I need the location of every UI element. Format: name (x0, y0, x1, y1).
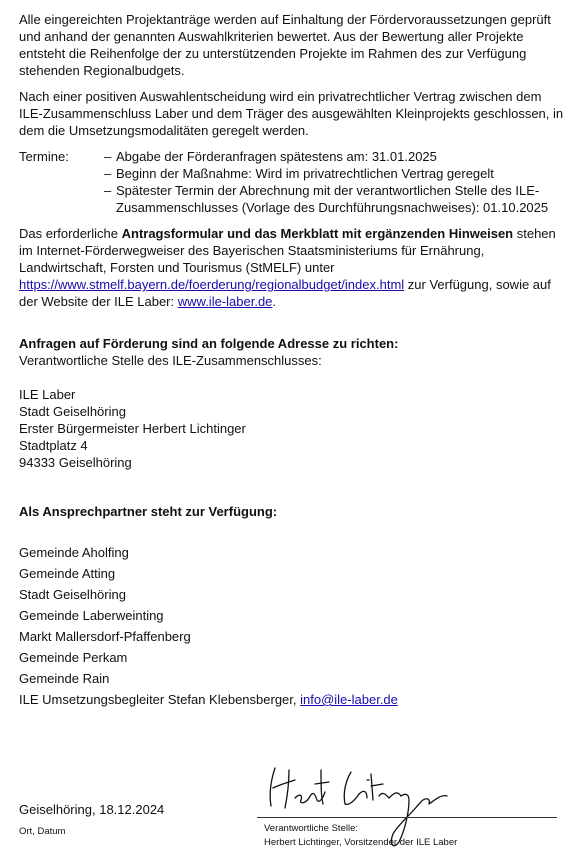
termine-item (104, 165, 567, 182)
dash-bullet: – (104, 149, 112, 164)
place-date: Geiselhöring, 18.12.2024 (19, 802, 165, 817)
contacts-block (19, 503, 567, 710)
contact-item: Gemeinde Perkam (19, 650, 128, 665)
address-heading: Anfragen auf Förderung sind an folgende Adresse zu richten: (19, 336, 399, 351)
address-line: 94333 Geiselhöring (19, 455, 132, 470)
document-body (19, 11, 567, 710)
contacts-heading: Als Ansprechpartner steht zur Verfügung: (19, 504, 278, 519)
address-line: ILE Laber (19, 387, 76, 402)
dash-bullet: – (104, 183, 112, 198)
contact-item: Markt Mallersdorf-Pfaffenberg (19, 629, 191, 644)
termine-block (19, 148, 567, 216)
signature-caption-line-1: Verantwortliche Stelle: (264, 823, 358, 834)
formular-mid2: zur Verfügung, sowie auf der Website der ILE Laber: (19, 277, 551, 309)
signature-area (19, 760, 567, 860)
termine-label: Termine: (19, 149, 69, 164)
formular-paragraph (19, 225, 567, 310)
formular-mid: stehen im Internet-Förderwegweiser des Bayerischen Staatsministeriums für Ernährung, Landwirtschaft, Forsten und Tourismus (StMELF) unter (19, 226, 556, 275)
address-block (19, 335, 567, 471)
intro-paragraph-2: Nach einer positiven Auswahlentscheidung wird ein privatrechtlicher Vertrag zwischen dem ILE-Zusammenschluss Laber und dem Träger des ausgewählten Kleinprojekts geschlossen, in dem die Umsetzungsmodalitäten geregelt werden. (19, 89, 564, 138)
dash-bullet: – (104, 166, 112, 181)
formular-end: . (272, 294, 277, 309)
contact-item: Gemeinde Rain (19, 671, 110, 686)
ile-laber-link[interactable]: www.ile-laber.de (177, 294, 273, 309)
termine-item-text: Abgabe der Förderanfragen spätestens am: 31.01.2025 (116, 149, 437, 164)
formular-lead: Das erforderliche (19, 226, 122, 241)
address-line: Stadt Geiselhöring (19, 404, 126, 419)
email-link[interactable]: info@ile-laber.de (300, 692, 398, 707)
address-subheading: Verantwortliche Stelle des ILE-Zusammenschlusses: (19, 353, 322, 368)
termine-list (104, 148, 567, 216)
termine-item (104, 148, 567, 165)
address-line: Stadtplatz 4 (19, 438, 88, 453)
signature-caption (264, 822, 457, 850)
formular-bold: Antragsformular und das Merkblatt mit ergänzenden Hinweisen (121, 226, 514, 241)
contact-item-last (19, 689, 567, 710)
contact-item: Gemeinde Atting (19, 566, 116, 581)
contact-item: Gemeinde Aholfing (19, 545, 129, 560)
address-line: Erster Bürgermeister Herbert Lichtinger (19, 421, 246, 436)
stmelf-link[interactable]: https://www.stmelf.bayern.de/foerderung/regionalbudget/index.html (19, 277, 405, 292)
contact-item: Gemeinde Laberweinting (19, 608, 164, 623)
termine-item-text: Beginn der Maßnahme: Wird im privatrechtlichen Vertrag geregelt (116, 166, 494, 181)
termine-item-text: Spätester Termin der Abrechnung mit der verantwortlichen Stelle des ILE-Zusammenschlusses (Vorlage des Durchführungsnachweises): 01.10.2025 (116, 183, 549, 215)
termine-item (104, 182, 567, 216)
intro-paragraph-1: Alle eingereichten Projektanträge werden auf Einhaltung der Fördervoraussetzungen geprüft und anhand der genannten Auswahlkriterien bewertet. Aus der Bewertung aller Projekte entsteht die Reihenfolge der zu unterstützenden Projekte im Rahmen des zur Verfügung stehenden Regionalbudgets. (19, 12, 551, 78)
contacts-list (19, 542, 567, 710)
contact-last-prefix: ILE Umsetzungsbegleiter Stefan Klebensberger, (19, 692, 301, 707)
contact-item: Stadt Geiselhöring (19, 587, 126, 602)
signature-caption-line-2: Herbert Lichtinger, Vorsitzender der ILE Laber (264, 837, 458, 848)
signature-line (257, 817, 557, 818)
place-date-caption: Ort, Datum (19, 826, 66, 837)
